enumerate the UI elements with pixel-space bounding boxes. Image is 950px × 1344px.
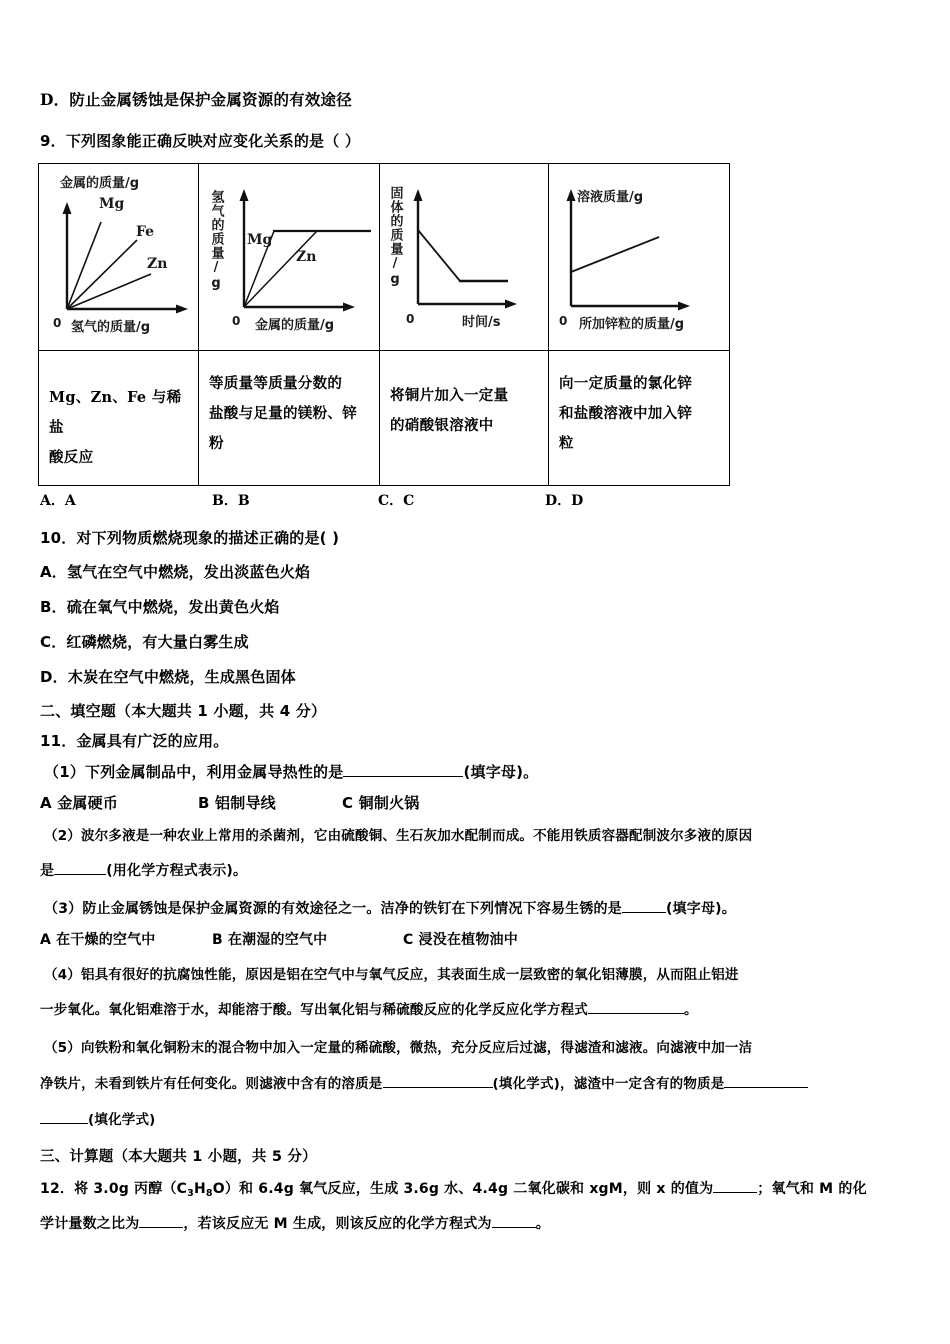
chart-1-series-label-zn: Zn bbox=[147, 256, 168, 272]
chart-2 bbox=[199, 164, 379, 350]
formula-subscript: 3 bbox=[187, 1188, 194, 1199]
table-row-charts bbox=[39, 164, 730, 351]
question-12-text-b: H bbox=[193, 1181, 206, 1197]
question-10-option-c[interactable]: C．红磷燃烧，有大量白雾生成 bbox=[40, 633, 249, 651]
description-cell-2 bbox=[199, 351, 380, 486]
description-line: 盐酸与足量的镁粉、锌 bbox=[209, 405, 357, 422]
question-10-stem: 10．对下列物质燃烧现象的描述正确的是( ) bbox=[40, 529, 340, 547]
question-9-stem: 9．下列图象能正确反映对应变化关系的是（ ） bbox=[40, 132, 361, 150]
question-11-part-3 bbox=[44, 897, 736, 918]
chart-3-y-axis-label-text: 固体的质量/g bbox=[387, 186, 403, 288]
question-12-text-c: O）和 6.4g 氧气反应，生成 3.6g 水、4.4g 二氧化碳和 xgM，则 x 的值为 bbox=[212, 1181, 714, 1197]
description-line: 粒 bbox=[559, 435, 574, 452]
question-11-part-1 bbox=[44, 761, 538, 782]
question-11-part-4-tail: 。 bbox=[684, 1002, 698, 1018]
question-11-part-5-line-2 bbox=[40, 1072, 808, 1092]
question-11-part-5-text-a: 净铁片，未看到铁片有任何变化。则滤液中含有的溶质是 bbox=[40, 1076, 383, 1092]
chart-1-series-label-mg: Mg bbox=[99, 196, 125, 212]
question-10-option-a[interactable]: A．氢气在空气中燃烧，发出淡蓝色火焰 bbox=[40, 563, 311, 581]
answer-blank[interactable] bbox=[139, 1212, 183, 1228]
question-11-part-3-option-a[interactable]: A 在干燥的空气中 bbox=[40, 932, 156, 948]
question-12-text-g: 。 bbox=[535, 1216, 550, 1232]
description-cell-3 bbox=[380, 351, 549, 486]
question-11-part-3-head: （3）防止金属锈蚀是保护金属资源的有效途径之一。洁净的铁钉在下列情况下容易生锈的是 bbox=[44, 901, 622, 917]
question-12-text-d: ；氧气和 M 的化 bbox=[757, 1181, 867, 1197]
question-10-option-b[interactable]: B．硫在氧气中燃烧，发出黄色火焰 bbox=[40, 598, 280, 616]
chart-cell-2 bbox=[199, 164, 380, 351]
question-9-answer-d[interactable]: D．D bbox=[545, 493, 584, 509]
graph-comparison-table bbox=[38, 163, 730, 486]
section-3-heading: 三、计算题（本大题共 1 小题，共 5 分） bbox=[40, 1149, 317, 1165]
formula-subscript: 8 bbox=[205, 1188, 213, 1199]
answer-blank[interactable] bbox=[713, 1177, 757, 1193]
question-12-text-f: ，若该反应无 M 生成，则该反应的化学方程式为 bbox=[183, 1216, 492, 1232]
description-text-1 bbox=[49, 383, 190, 473]
description-text-4 bbox=[559, 369, 721, 459]
answer-blank[interactable] bbox=[588, 998, 684, 1014]
description-line: 将铜片加入一定量 bbox=[390, 387, 509, 404]
chart-1 bbox=[39, 164, 198, 350]
description-line: 等质量等质量分数的 bbox=[209, 375, 343, 392]
question-9-answer-b[interactable]: B．B bbox=[212, 493, 250, 509]
chart-3-x-axis-label: 时间/s bbox=[462, 315, 501, 330]
question-12-line-2 bbox=[40, 1212, 550, 1233]
question-11-part-5-text-c: (填化学式) bbox=[88, 1112, 156, 1128]
description-text-2 bbox=[209, 369, 371, 459]
question-11-part-1-tail: (填字母)。 bbox=[463, 763, 539, 781]
question-11-part-2-head: 是 bbox=[40, 863, 55, 879]
chart-2-origin-label: 0 bbox=[232, 314, 241, 328]
question-9-answer-a[interactable]: A．A bbox=[40, 493, 76, 509]
question-11-part-3-tail: (填字母)。 bbox=[665, 901, 736, 917]
question-11-part-4-line-2 bbox=[40, 998, 698, 1018]
question-11-part-1-option-a[interactable]: A 金属硬币 bbox=[40, 794, 119, 812]
chart-4-y-axis-label: 溶液质量/g bbox=[577, 190, 644, 205]
question-12-text-e: 学计量数之比为 bbox=[40, 1216, 140, 1232]
description-text-3 bbox=[390, 381, 540, 441]
chart-3 bbox=[380, 164, 548, 350]
table-row-descriptions bbox=[39, 351, 730, 486]
chart-3-origin-label: 0 bbox=[406, 312, 415, 326]
description-line: 粉 bbox=[209, 435, 224, 452]
question-12-line-1 bbox=[40, 1177, 867, 1198]
question-11-part-1-option-c[interactable]: C 铜制火锅 bbox=[342, 794, 420, 812]
description-line: 向一定质量的氯化锌 bbox=[559, 375, 693, 392]
chart-4-origin-label: 0 bbox=[559, 314, 568, 328]
chart-2-x-axis-label: 金属的质量/g bbox=[255, 318, 335, 333]
question-11-part-2-line-1: （2）波尔多液是一种农业上常用的杀菌剂，它由硫酸铜、生石灰加水配制而成。不能用铁质容器配制波尔多液的原因 bbox=[44, 828, 753, 844]
question-9-answer-c[interactable]: C．C bbox=[378, 493, 415, 509]
description-line: 和盐酸溶液中加入锌 bbox=[559, 405, 693, 422]
question-11-part-5-line-3 bbox=[40, 1108, 156, 1128]
question-12-text-a: 12．将 3.0g 丙醇（C bbox=[40, 1181, 188, 1197]
answer-blank[interactable] bbox=[40, 1108, 88, 1124]
question-10-option-d[interactable]: D．木炭在空气中燃烧，生成黑色固体 bbox=[40, 668, 296, 686]
description-cell-1 bbox=[39, 351, 199, 486]
question-9-answer-row bbox=[0, 490, 950, 514]
chart-1-series-label-fe: Fe bbox=[136, 224, 155, 240]
question-11-part-4-line-1: （4）铝具有很好的抗腐蚀性能，原因是铝在空气中与氧气反应，其表面生成一层致密的氧化铝薄膜，从而阻止铝进 bbox=[44, 967, 739, 983]
question-11-part-2-line-2 bbox=[40, 859, 247, 880]
question-11-part-5-text-b: (填化学式)，滤渣中一定含有的物质是 bbox=[492, 1076, 725, 1092]
chart-2-y-axis-label-text: 氢气的质量/g bbox=[208, 190, 224, 292]
description-line: 的硝酸银溶液中 bbox=[390, 417, 494, 434]
chart-2-y-axis-label bbox=[205, 190, 227, 298]
question-8-option-d: D．防止金属锈蚀是保护金属资源的有效途径 bbox=[40, 90, 352, 109]
chart-cell-4 bbox=[549, 164, 730, 351]
chart-1-y-axis-label: 金属的质量/g bbox=[60, 176, 140, 191]
answer-blank[interactable] bbox=[492, 1212, 536, 1228]
question-11-stem: 11．金属具有广泛的应用。 bbox=[40, 732, 229, 750]
chart-1-x-axis-label: 氢气的质量/g bbox=[71, 320, 151, 335]
chart-cell-1 bbox=[39, 164, 199, 351]
answer-blank[interactable] bbox=[343, 761, 463, 777]
answer-blank[interactable] bbox=[724, 1072, 808, 1088]
chart-4 bbox=[549, 164, 729, 350]
question-11-part-3-option-b[interactable]: B 在潮湿的空气中 bbox=[212, 932, 328, 948]
description-cell-4 bbox=[549, 351, 730, 486]
chart-1-origin-label: 0 bbox=[53, 316, 62, 330]
chart-2-series-label-zn: Zn bbox=[296, 249, 317, 265]
question-11-part-1-text: （1）下列金属制品中，利用金属导热性的是 bbox=[44, 763, 344, 781]
answer-blank[interactable] bbox=[622, 897, 666, 913]
chart-2-series-label-mg: Mg bbox=[247, 232, 273, 248]
description-line: 酸反应 bbox=[49, 449, 94, 466]
question-11-part-5-line-1: （5）向铁粉和氧化铜粉末的混合物中加入一定量的稀硫酸，微热，充分反应后过滤，得滤渣和滤液。向滤液中加一洁 bbox=[44, 1040, 753, 1056]
answer-blank[interactable] bbox=[383, 1072, 493, 1088]
question-11-part-4-head: 一步氧化。氧化铝难溶于水，却能溶于酸。写出氧化铝与稀硫酸反应的化学反应化学方程式 bbox=[40, 1002, 588, 1018]
question-11-part-1-option-b[interactable]: B 铝制导线 bbox=[198, 794, 276, 812]
description-line: Mg、Zn、Fe 与稀盐 bbox=[49, 389, 182, 436]
section-2-heading: 二、填空题（本大题共 1 小题，共 4 分） bbox=[40, 702, 327, 720]
chart-4-x-axis-label: 所加锌粒的质量/g bbox=[579, 317, 685, 332]
answer-blank[interactable] bbox=[54, 859, 106, 875]
question-11-part-2-tail: (用化学方程式表示)。 bbox=[106, 863, 248, 879]
chart-3-y-axis-label bbox=[384, 186, 406, 294]
chart-cell-3 bbox=[380, 164, 549, 351]
question-11-part-3-option-c[interactable]: C 浸没在植物油中 bbox=[403, 932, 518, 948]
